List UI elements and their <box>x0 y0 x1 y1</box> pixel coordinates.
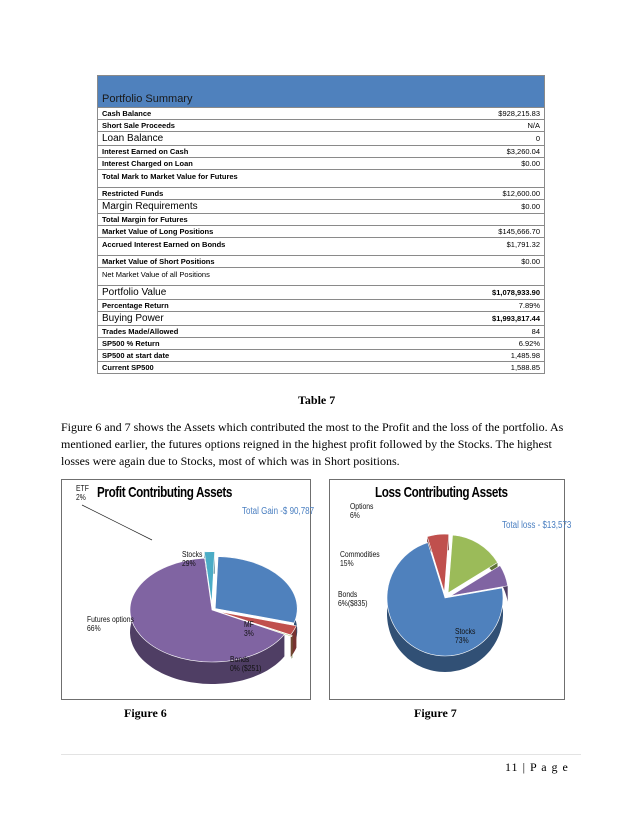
row-label: Loan Balance <box>102 133 164 144</box>
figure-6-caption: Figure 6 <box>124 706 167 720</box>
row-label: Short Sale Proceeds <box>102 121 175 130</box>
table-row <box>98 131 544 145</box>
table-caption: Table 7 <box>298 393 336 407</box>
row-value: 0 <box>535 134 540 143</box>
portfolio-summary-header: Portfolio Summary <box>98 76 544 107</box>
portfolio-summary-table <box>97 75 545 374</box>
table-row <box>98 337 544 349</box>
table-row <box>98 299 544 311</box>
row-label: Market Value of Long Positions <box>102 227 214 236</box>
row-value: $0.00 <box>521 159 540 168</box>
slice-label-mf: MF 3% <box>244 620 254 638</box>
table-row <box>98 311 544 325</box>
row-value: $1,078,933.90 <box>492 288 540 297</box>
row-label: Cash Balance <box>102 109 152 118</box>
table-row <box>98 169 544 187</box>
slice-label-stocks: Stocks 29% <box>182 550 203 568</box>
profit-chart <box>61 479 315 700</box>
row-value: 6.92% <box>518 339 540 348</box>
row-label: Interest Earned on Cash <box>102 147 189 156</box>
row-value: $145,666.70 <box>498 227 540 236</box>
row-value: 84 <box>531 327 540 336</box>
pie-slice-side-bonds <box>292 636 293 659</box>
row-label: Total Mark to Market Value for Futures <box>102 172 238 181</box>
row-value: $12,600.00 <box>502 189 540 198</box>
row-label: Trades Made/Allowed <box>102 327 179 336</box>
slice-label-stocks: Stocks 73% <box>455 627 476 645</box>
table-row <box>98 325 544 337</box>
row-label: SP500 % Return <box>102 339 160 348</box>
table-row <box>98 107 544 119</box>
page-number: 11 | P a g e <box>505 760 569 774</box>
table-row <box>98 157 544 169</box>
table-row <box>98 225 544 237</box>
row-value: $0.00 <box>521 257 540 266</box>
slice-label-etf: ETF 2% <box>76 484 89 502</box>
table-row <box>98 213 544 225</box>
table-row <box>98 285 544 299</box>
row-label: Restricted Funds <box>102 189 164 198</box>
row-label: SP500 at start date <box>102 351 170 360</box>
table-row <box>98 199 544 213</box>
table-row <box>98 349 544 361</box>
chart-subtitle: Total Gain -$ 90,787 <box>242 506 315 517</box>
row-label: Percentage Return <box>102 301 169 310</box>
row-value: $928,215.83 <box>498 109 540 118</box>
chart-subtitle: Total loss - $13,573 <box>502 520 572 531</box>
row-value: $0.00 <box>521 202 540 211</box>
row-label: Market Value of Short Positions <box>102 257 215 266</box>
table-row <box>98 267 544 285</box>
footer-divider <box>61 754 581 755</box>
slice-label-options: Options 6% <box>350 502 374 520</box>
table-row <box>98 145 544 157</box>
row-label: Total Margin for Futures <box>102 215 188 224</box>
chart-title: Loss Contributing Assets <box>375 484 508 501</box>
profit-pie-svg <box>62 480 315 701</box>
slice-label-bonds: Bonds 6%($835) <box>338 590 368 608</box>
figure-7-caption: Figure 7 <box>414 706 457 720</box>
table-row <box>98 119 544 131</box>
row-value: $1,791.32 <box>506 240 540 249</box>
row-label: Net Market Value of all Positions <box>102 270 210 279</box>
row-value: N/A <box>527 121 540 130</box>
loss-chart <box>329 479 572 700</box>
slice-label-bonds: Bonds 0% ($251) <box>230 655 262 673</box>
row-value: 1,485.98 <box>510 351 540 360</box>
row-label: Accrued Interest Earned on Bonds <box>102 240 226 249</box>
row-label: Margin Requirements <box>102 201 198 212</box>
slice-label-futures-options: Futures options 66% <box>87 615 134 633</box>
table-row <box>98 237 544 255</box>
row-label: Buying Power <box>102 313 164 324</box>
row-value: 7.89% <box>518 301 540 310</box>
row-label: Interest Charged on Loan <box>102 159 193 168</box>
body-paragraph: Figure 6 and 7 shows the Assets which contributed the most to the Profit and the loss of the portfolio. As mentioned earlier, the futures options reigned in the highest profit followed by the Stocks. The highest losses were again due to Stocks, most of which was in Short positions. <box>61 420 564 468</box>
row-label: Current SP500 <box>102 363 154 372</box>
table-row <box>98 187 544 199</box>
row-value: $3,260.04 <box>506 147 540 156</box>
table-row <box>98 255 544 267</box>
slice-label-commodities: Commodities 15% <box>340 550 380 568</box>
row-value: 1,588.85 <box>510 363 540 372</box>
row-value: $1,993,817.44 <box>492 314 540 323</box>
row-label: Portfolio Value <box>102 287 167 298</box>
table-row <box>98 361 544 373</box>
chart-title: Profit Contributing Assets <box>97 484 233 501</box>
